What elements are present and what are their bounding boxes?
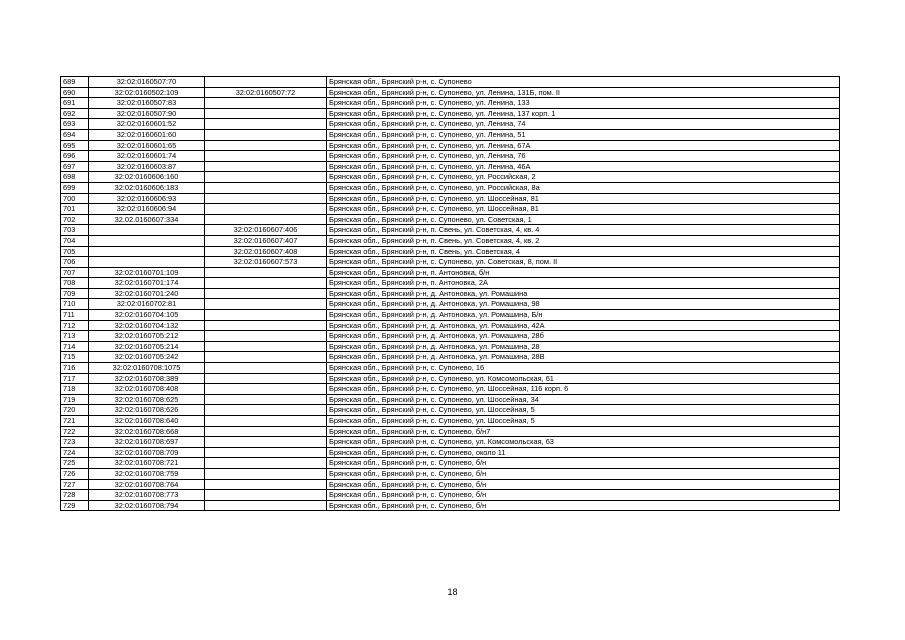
row-number-cell: 721 (61, 416, 89, 427)
cadastral-number-cell: 32:02:0160708:640 (89, 416, 205, 427)
row-number-cell: 728 (61, 490, 89, 501)
row-number-cell: 709 (61, 288, 89, 299)
cadastral-number-cell: 32:02:0160708:408 (89, 384, 205, 395)
parent-cadastral-number-cell (205, 405, 327, 416)
table-row (61, 394, 840, 405)
row-number-cell: 707 (61, 267, 89, 278)
parent-cadastral-number-cell (205, 426, 327, 437)
cadastral-number-cell: 32:02:0160708:764 (89, 479, 205, 490)
address-cell: Брянская обл., Брянский р-н, с. Супонево, ул. Шоссейная, 5 (327, 405, 840, 416)
row-number-cell: 694 (61, 129, 89, 140)
cadastral-number-cell: 32:02:0160606:94 (89, 204, 205, 215)
address-cell: Брянская обл., Брянский р-н, с. Супонево, б/н (327, 458, 840, 469)
address-cell: Брянская обл., Брянский р-н, п. Антоновка, б/н (327, 267, 840, 278)
row-number-cell: 699 (61, 182, 89, 193)
row-number-cell: 697 (61, 161, 89, 172)
table-row (61, 363, 840, 374)
row-number-cell: 706 (61, 257, 89, 268)
row-number-cell: 724 (61, 447, 89, 458)
table-row (61, 98, 840, 109)
cadastral-number-cell: 32:02:0160701:240 (89, 288, 205, 299)
cadastral-number-cell: 32:02:0160701:109 (89, 267, 205, 278)
row-number-cell: 722 (61, 426, 89, 437)
table-row (61, 246, 840, 257)
address-cell: Брянская обл., Брянский р-н, с. Супонево, ул. Ленина, 51 (327, 129, 840, 140)
parent-cadastral-number-cell (205, 214, 327, 225)
address-cell: Брянская обл., Брянский р-н, с. Супонево, б/н (327, 468, 840, 479)
address-cell: Брянская обл., Брянский р-н, с. Супонево (327, 77, 840, 88)
address-cell: Брянская обл., Брянский р-н, с. Супонево, ул. Советская, 1 (327, 214, 840, 225)
row-number-cell: 689 (61, 77, 89, 88)
row-number-cell: 720 (61, 405, 89, 416)
table-row (61, 341, 840, 352)
table-row (61, 373, 840, 384)
table-row (61, 479, 840, 490)
address-cell: Брянская обл., Брянский р-н, п. Свень, ул. Советская, 4, кв. 2 (327, 235, 840, 246)
row-number-cell: 711 (61, 310, 89, 321)
parent-cadastral-number-cell (205, 331, 327, 342)
parent-cadastral-number-cell (205, 119, 327, 130)
row-number-cell: 729 (61, 500, 89, 511)
cadastral-number-cell: 32:02:0160708:759 (89, 468, 205, 479)
row-number-cell: 718 (61, 384, 89, 395)
row-number-cell: 702 (61, 214, 89, 225)
address-cell: Брянская обл., Брянский р-н, д. Антоновка, ул. Ромашина, 28 (327, 341, 840, 352)
table-row (61, 172, 840, 183)
address-cell: Брянская обл., Брянский р-н, с. Супонево, ул. Комсомольская, 61 (327, 373, 840, 384)
row-number-cell: 727 (61, 479, 89, 490)
parent-cadastral-number-cell (205, 384, 327, 395)
row-number-cell: 705 (61, 246, 89, 257)
row-number-cell: 700 (61, 193, 89, 204)
parent-cadastral-number-cell (205, 500, 327, 511)
cadastral-number-cell: 32:02:0160606:160 (89, 172, 205, 183)
parent-cadastral-number-cell (205, 140, 327, 151)
table-row (61, 384, 840, 395)
address-cell: Брянская обл., Брянский р-н, с. Супонево, ул. Ленина, 74 (327, 119, 840, 130)
parent-cadastral-number-cell (205, 108, 327, 119)
row-number-cell: 703 (61, 225, 89, 236)
address-cell: Брянская обл., Брянский р-н, с. Супонево, б/н (327, 490, 840, 501)
address-cell: Брянская обл., Брянский р-н, д. Антоновка, ул. Ромашина, 42А (327, 320, 840, 331)
row-number-cell: 712 (61, 320, 89, 331)
cadastral-number-cell: 32:02:0160702:81 (89, 299, 205, 310)
parent-cadastral-number-cell: 32:02:0160607:573 (205, 257, 327, 268)
parent-cadastral-number-cell (205, 479, 327, 490)
parent-cadastral-number-cell (205, 98, 327, 109)
property-table (60, 76, 840, 511)
table-row (61, 331, 840, 342)
address-cell: Брянская обл., Брянский р-н, с. Супонево, ул. Шоссейная, 34 (327, 394, 840, 405)
row-number-cell: 726 (61, 468, 89, 479)
address-cell: Брянская обл., Брянский р-н, с. Супонево, б/н7 (327, 426, 840, 437)
table-row (61, 320, 840, 331)
cadastral-number-cell: 32:02:0160606:183 (89, 182, 205, 193)
table-row (61, 426, 840, 437)
parent-cadastral-number-cell (205, 204, 327, 215)
address-cell: Брянская обл., Брянский р-н, с. Супонево, около 11 (327, 447, 840, 458)
table-row (61, 193, 840, 204)
table-row (61, 437, 840, 448)
parent-cadastral-number-cell: 32:02:0160507:72 (205, 87, 327, 98)
address-cell: Брянская обл., Брянский р-н, с. Супонево, ул. Российская, 2 (327, 172, 840, 183)
table-row (61, 87, 840, 98)
address-cell: Брянская обл., Брянский р-н, с. Супонево, ул. Ленина, 137 корп. 1 (327, 108, 840, 119)
parent-cadastral-number-cell (205, 373, 327, 384)
parent-cadastral-number-cell (205, 468, 327, 479)
table-row (61, 490, 840, 501)
address-cell: Брянская обл., Брянский р-н, с. Супонево, ул. Ленина, 76 (327, 151, 840, 162)
cadastral-number-cell: 32:02:0160708:1075 (89, 363, 205, 374)
table-row (61, 151, 840, 162)
parent-cadastral-number-cell (205, 288, 327, 299)
cadastral-number-cell: 32:02:0160708:794 (89, 500, 205, 511)
address-cell: Брянская обл., Брянский р-н, с. Супонево, ул. Шоссейная, 81 (327, 193, 840, 204)
cadastral-number-cell: 32:02:0160502:109 (89, 87, 205, 98)
parent-cadastral-number-cell (205, 77, 327, 88)
row-number-cell: 692 (61, 108, 89, 119)
row-number-cell: 704 (61, 235, 89, 246)
parent-cadastral-number-cell (205, 310, 327, 321)
row-number-cell: 717 (61, 373, 89, 384)
row-number-cell: 696 (61, 151, 89, 162)
cadastral-number-cell: 32:02:0160601:60 (89, 129, 205, 140)
address-cell: Брянская обл., Брянский р-н, д. Антоновка, ул. Ромашина, 28В (327, 352, 840, 363)
address-cell: Брянская обл., Брянский р-н, с. Супонево, ул. Ленина, 46А (327, 161, 840, 172)
parent-cadastral-number-cell (205, 363, 327, 374)
address-cell: Брянская обл., Брянский р-н, с. Супонево, ул. Шоссейная, 5 (327, 416, 840, 427)
table-row (61, 278, 840, 289)
parent-cadastral-number-cell (205, 416, 327, 427)
parent-cadastral-number-cell (205, 172, 327, 183)
parent-cadastral-number-cell (205, 447, 327, 458)
address-cell: Брянская обл., Брянский р-н, д. Антоновка, ул. Ромашина, 28б (327, 331, 840, 342)
cadastral-number-cell (89, 235, 205, 246)
address-cell: Брянская обл., Брянский р-н, с. Супонево, б/н (327, 500, 840, 511)
parent-cadastral-number-cell (205, 193, 327, 204)
cadastral-number-cell: 32:02:0160708:389 (89, 373, 205, 384)
parent-cadastral-number-cell (205, 129, 327, 140)
parent-cadastral-number-cell: 32:02:0160607:407 (205, 235, 327, 246)
parent-cadastral-number-cell (205, 267, 327, 278)
table-body (61, 77, 840, 511)
row-number-cell: 701 (61, 204, 89, 215)
cadastral-number-cell: 32:02:0160507:70 (89, 77, 205, 88)
cadastral-number-cell: 32:02:0160708:626 (89, 405, 205, 416)
cadastral-number-cell: 32:02:0160708:709 (89, 447, 205, 458)
parent-cadastral-number-cell (205, 394, 327, 405)
cadastral-number-cell: 32:02:0160705:214 (89, 341, 205, 352)
parent-cadastral-number-cell (205, 490, 327, 501)
address-cell: Брянская обл., Брянский р-н, с. Супонево, б/н (327, 479, 840, 490)
address-cell: Брянская обл., Брянский р-н, с. Супонево, ул. Шоссейная, 116 корп. 6 (327, 384, 840, 395)
row-number-cell: 723 (61, 437, 89, 448)
cadastral-number-cell: 32:02:0160705:242 (89, 352, 205, 363)
table-row (61, 288, 840, 299)
table-row (61, 416, 840, 427)
row-number-cell: 715 (61, 352, 89, 363)
parent-cadastral-number-cell (205, 352, 327, 363)
row-number-cell: 725 (61, 458, 89, 469)
cadastral-number-cell: 32:02:0160601:52 (89, 119, 205, 130)
address-cell: Брянская обл., Брянский р-н, с. Супонево, ул. Ленина, 67А (327, 140, 840, 151)
table-row (61, 161, 840, 172)
parent-cadastral-number-cell: 32:02:0160607:406 (205, 225, 327, 236)
parent-cadastral-number-cell (205, 299, 327, 310)
parent-cadastral-number-cell: 32:02:0160607:408 (205, 246, 327, 257)
cadastral-number-cell: 32:02:0160701:174 (89, 278, 205, 289)
row-number-cell: 714 (61, 341, 89, 352)
parent-cadastral-number-cell (205, 458, 327, 469)
address-cell: Брянская обл., Брянский р-н, д. Антоновка, ул. Ромашина, 98 (327, 299, 840, 310)
parent-cadastral-number-cell (205, 320, 327, 331)
address-cell: Брянская обл., Брянский р-н, с. Супонево, ул. Ленина, 131Б, пом. II (327, 87, 840, 98)
address-cell: Брянская обл., Брянский р-н, с. Супонево, ул. Шоссейная, 81 (327, 204, 840, 215)
address-cell: Брянская обл., Брянский р-н, с. Супонево, ул. Комсомольская, 63 (327, 437, 840, 448)
row-number-cell: 710 (61, 299, 89, 310)
address-cell: Брянская обл., Брянский р-н, с. Супонево, ул. Советская, 8, пом. II (327, 257, 840, 268)
cadastral-number-cell: 32.02.0160607:334 (89, 214, 205, 225)
cadastral-number-cell: 32:02:0160507:83 (89, 98, 205, 109)
table-row (61, 405, 840, 416)
row-number-cell: 719 (61, 394, 89, 405)
cadastral-number-cell: 32:02:0160708:773 (89, 490, 205, 501)
cadastral-number-cell (89, 257, 205, 268)
parent-cadastral-number-cell (205, 161, 327, 172)
cadastral-number-cell: 32:02:0160704:132 (89, 320, 205, 331)
row-number-cell: 716 (61, 363, 89, 374)
address-cell: Брянская обл., Брянский р-н, с. Супонево, ул. Российская, 8а (327, 182, 840, 193)
table-row (61, 204, 840, 215)
table-row (61, 310, 840, 321)
row-number-cell: 708 (61, 278, 89, 289)
cadastral-number-cell: 32:02:0160708:721 (89, 458, 205, 469)
row-number-cell: 713 (61, 331, 89, 342)
table-row (61, 299, 840, 310)
table-row (61, 257, 840, 268)
parent-cadastral-number-cell (205, 278, 327, 289)
parent-cadastral-number-cell (205, 182, 327, 193)
table-row (61, 119, 840, 130)
cadastral-number-cell: 32:02:0160601:65 (89, 140, 205, 151)
table-row (61, 108, 840, 119)
parent-cadastral-number-cell (205, 151, 327, 162)
table-row (61, 129, 840, 140)
cadastral-number-cell: 32:02:0160606:93 (89, 193, 205, 204)
page-number: 18 (447, 587, 458, 597)
table-row (61, 468, 840, 479)
cadastral-number-cell (89, 225, 205, 236)
address-cell: Брянская обл., Брянский р-н, д. Антоновка, ул. Ромашина, Б/н (327, 310, 840, 321)
table-row (61, 352, 840, 363)
row-number-cell: 693 (61, 119, 89, 130)
cadastral-number-cell: 32:02:0160708:697 (89, 437, 205, 448)
cadastral-number-cell: 32:02:0160708:625 (89, 394, 205, 405)
address-cell: Брянская обл., Брянский р-н, д. Антоновка, ул. Ромашина (327, 288, 840, 299)
table-row (61, 458, 840, 469)
cadastral-number-cell (89, 246, 205, 257)
row-number-cell: 698 (61, 172, 89, 183)
table-row (61, 267, 840, 278)
table-row (61, 235, 840, 246)
cadastral-number-cell: 32:02:0160601:74 (89, 151, 205, 162)
parent-cadastral-number-cell (205, 437, 327, 448)
address-cell: Брянская обл., Брянский р-н, п. Свень, ул. Советская, 4 (327, 246, 840, 257)
table-row (61, 214, 840, 225)
address-cell: Брянская обл., Брянский р-н, с. Супонево, ул. Ленина, 133 (327, 98, 840, 109)
parent-cadastral-number-cell (205, 341, 327, 352)
table-row (61, 225, 840, 236)
cadastral-number-cell: 32:02:0160704:105 (89, 310, 205, 321)
table-row (61, 77, 840, 88)
cadastral-number-cell: 32:02:0160708:668 (89, 426, 205, 437)
address-cell: Брянская обл., Брянский р-н, с. Супонево, 16 (327, 363, 840, 374)
table-row (61, 140, 840, 151)
row-number-cell: 691 (61, 98, 89, 109)
table-row (61, 182, 840, 193)
address-cell: Брянская обл., Брянский р-н, п. Свень, ул. Советская, 4, кв. 4 (327, 225, 840, 236)
row-number-cell: 690 (61, 87, 89, 98)
cadastral-number-cell: 32:02:0160507:90 (89, 108, 205, 119)
address-cell: Брянская обл., Брянский р-н, п. Антоновка, 2А (327, 278, 840, 289)
table-row (61, 447, 840, 458)
cadastral-number-cell: 32:02:0160705:212 (89, 331, 205, 342)
table-row (61, 500, 840, 511)
row-number-cell: 695 (61, 140, 89, 151)
cadastral-number-cell: 32:02:0160603:87 (89, 161, 205, 172)
